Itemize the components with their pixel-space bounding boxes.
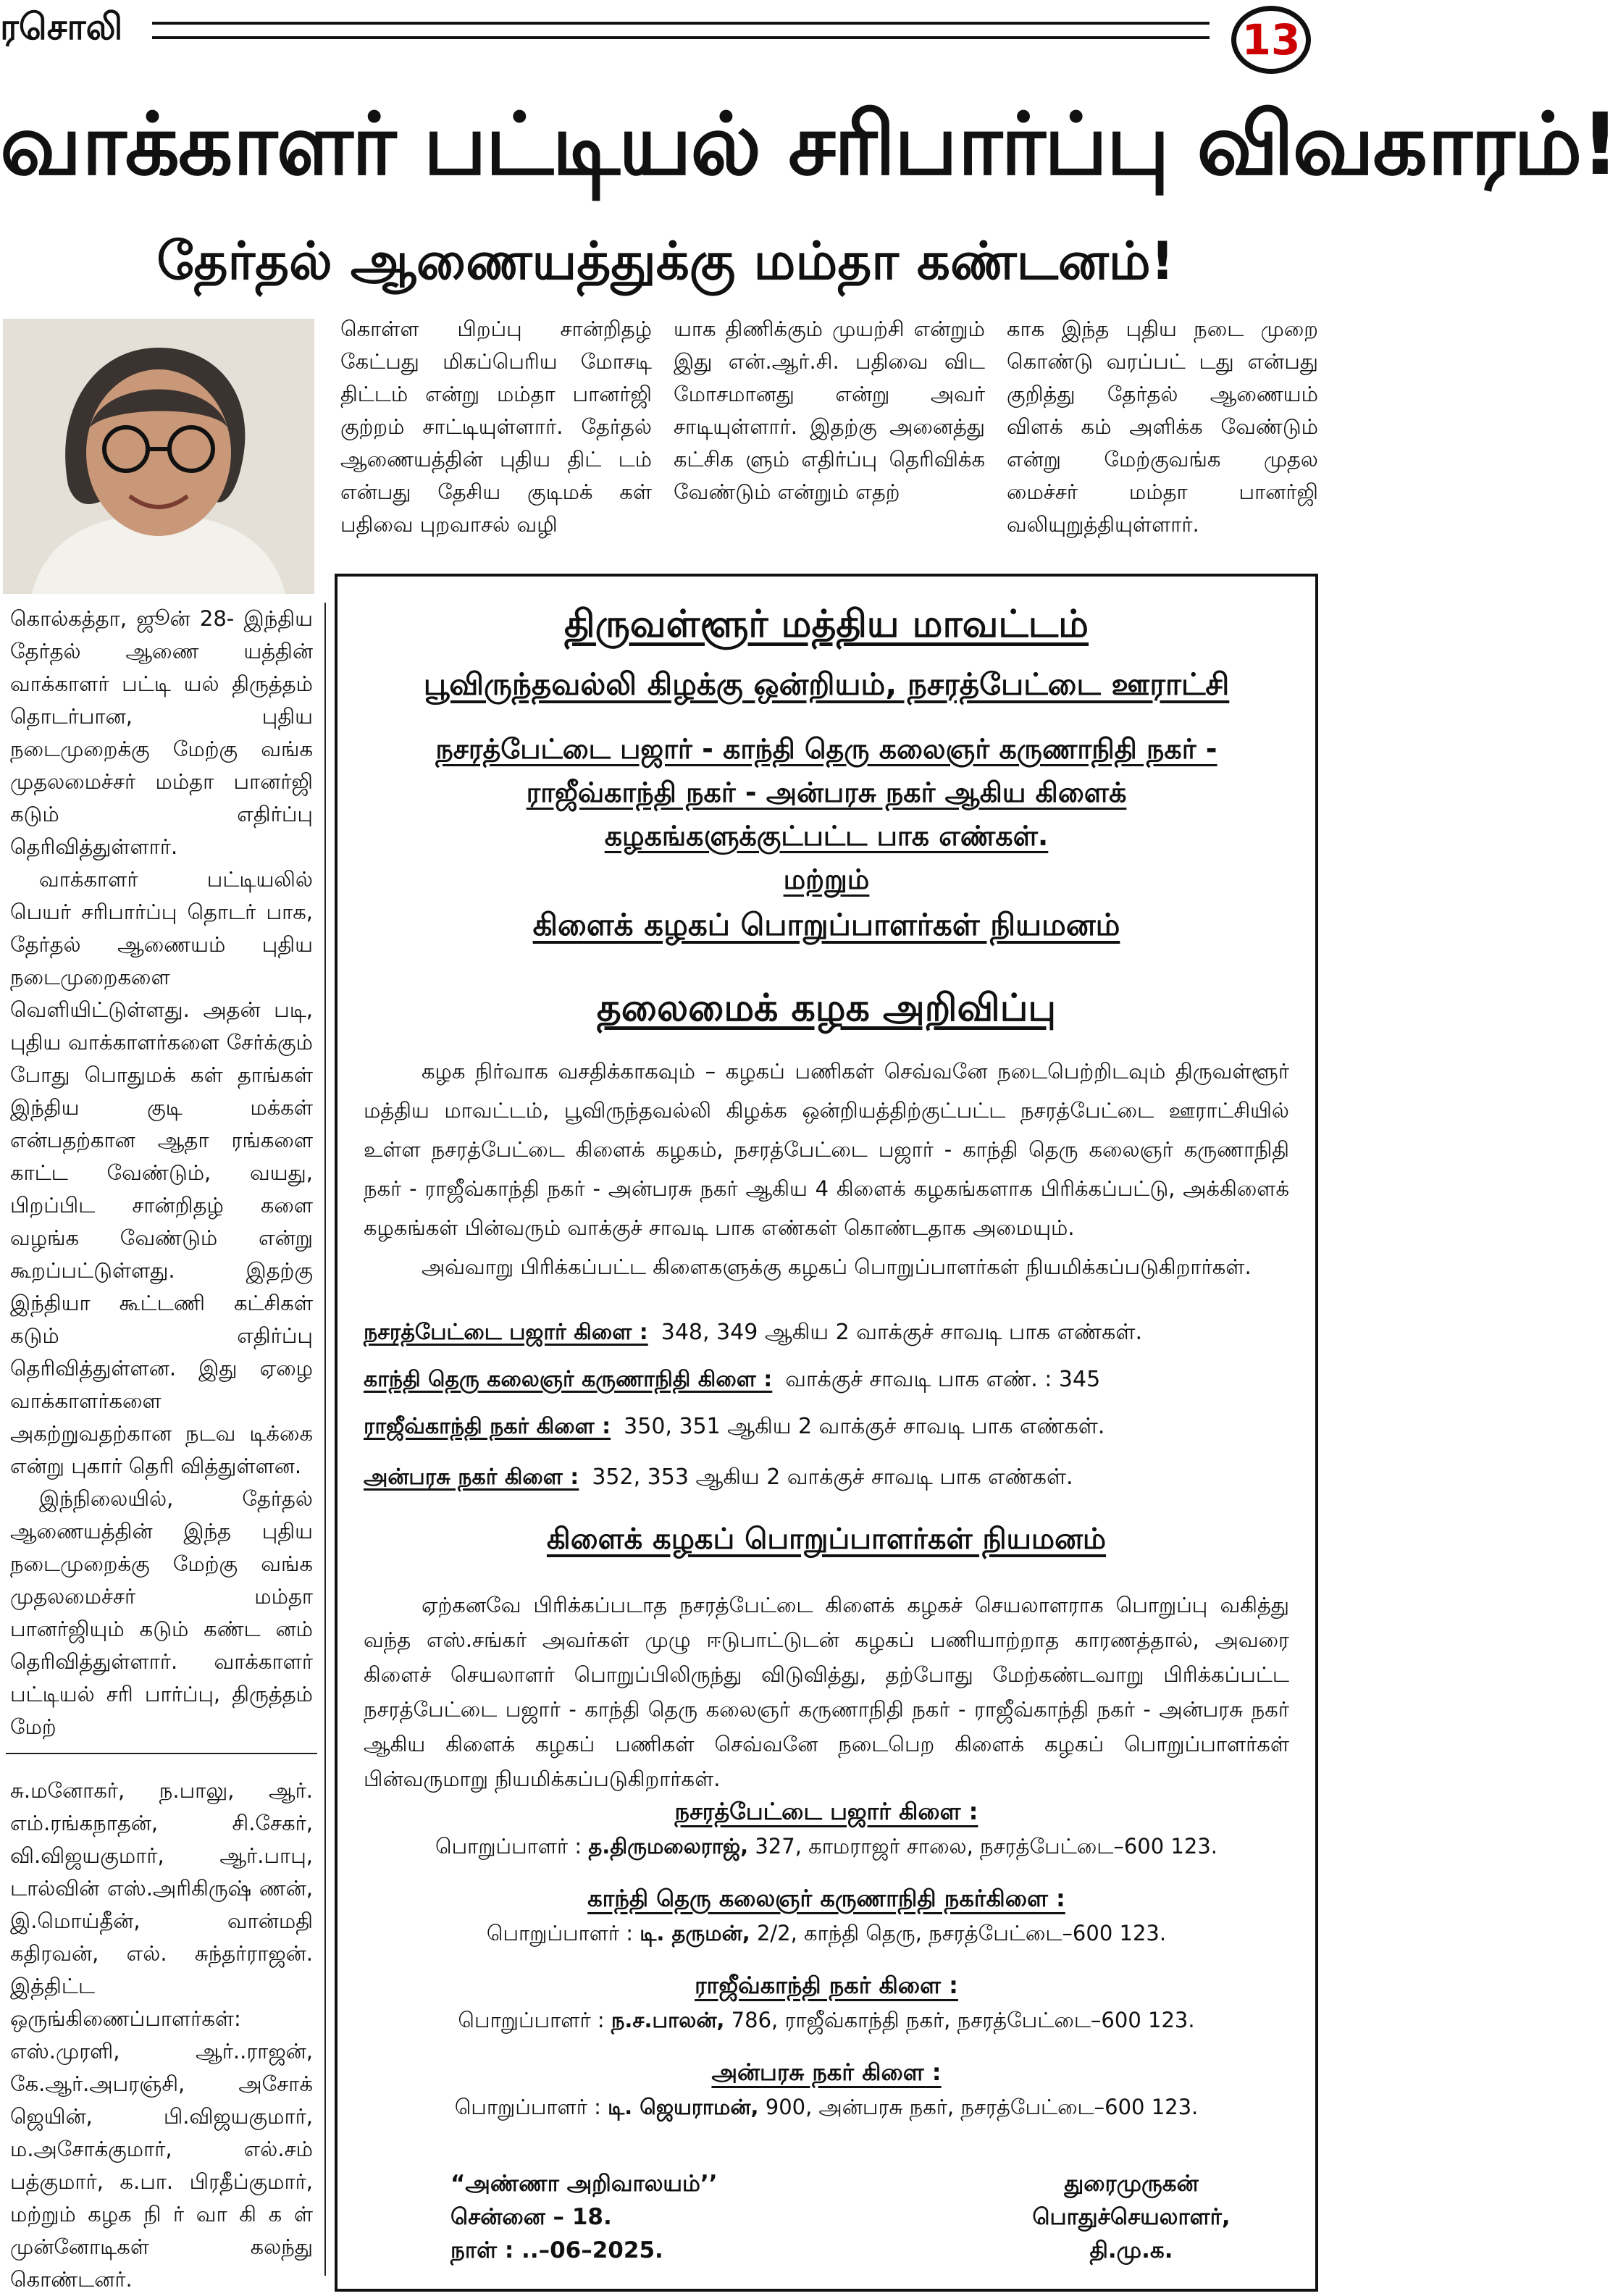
signature-signatory [1008,2167,1254,2267]
booth-branch: ராஜீவ்காந்தி நகர் கிளை : [364,1414,611,1439]
booth-row [364,1367,1289,1395]
signature-right-line: பொதுச்செயலாளர், [1032,2204,1231,2230]
headline: வாக்காளர் பட்டியல் சரிபார்ப்பு விவகாரம்! [0,94,1618,194]
booth-row [364,1465,1289,1493]
responsible-label: பொறுப்பாளர் : [486,1921,634,1945]
signature-left-line: நாள் : ..–06–2025. [450,2237,663,2263]
ad-union: பூவிருந்தவல்லி கிழக்கு ஒன்றியம், நசரத்பேட்டை ஊராட்சி [423,666,1230,702]
booth-detail: 352, 353 ஆகிய 2 வாக்குச் சாவடி பாக எண்கள். [592,1465,1073,1490]
responsible-name: த.திருமலைராஜ், [588,1834,749,1859]
ad-and: மற்றும் [783,863,870,895]
signature-left-line: சென்னை – 18. [450,2204,612,2230]
ad-intro [364,1052,1289,1286]
top-column-1-text: கொள்ள பிறப்பு சான்றிதழ் கேட்பது மிகப்பெரிய மோசடி திட்டம் என்று மம்தா பானர்ஜி குற்றம் சாட்டியுள்ளார். தேர்தல் ஆணையத்தின் புதிய திட் டம் என்பது தேசிய குடிமக் கள் பதிவை புறவாசல் வழி [340,317,652,537]
top-column-1 [340,313,652,552]
booth-detail: 348, 349 ஆகிய 2 வாக்குச் சாவடி பாக எண்கள். [661,1320,1142,1345]
responsible-line [335,2008,1318,2035]
booth-branch: காந்தி தெரு கலைஞர் கருணாநிதி கிளை : [364,1367,773,1392]
ad-branches-line-2: ராஜீவ்காந்தி நகர் - அன்பரசு நகர் ஆகிய கிளைக் [526,776,1127,808]
ad-branches-line-1: நசரத்பேட்டை பஜார் - காந்தி தெரு கலைஞர் கருணாநிதி நகர் - [435,733,1217,765]
booth-row [364,1320,1289,1348]
ad-appointment [364,1588,1289,1796]
booth-detail: 350, 351 ஆகிய 2 வாக்குச் சாவடி பாக எண்கள். [624,1414,1105,1439]
responsible-branch: ராஜீவ்காந்தி நகர் கிளை : [695,1972,958,1999]
responsible-name: டி. தருமன், [640,1921,750,1945]
ad-appointment-heading: கிளைக் கழகப் பொறுப்பாளர்கள் நியமனம் [532,907,1120,942]
signature-right-line: தி.மு.க. [1089,2237,1173,2263]
ad-appointment-title: கிளைக் கழகப் பொறுப்பாளர்கள் நியமனம் [546,1522,1107,1556]
responsible-name: டி. ஜெயராமன், [608,2095,759,2119]
signature-left-line: “அண்ணா அறிவாலயம்’’ [450,2171,718,2197]
left-column-para-1: கொல்கத்தா, ஜூன் 28- இந்திய தேர்தல் ஆணை யத்தின் வாக்காளர் பட்டி யல் திருத்தம் தொடர்பான, புதிய நடைமுறைக்கு மேற்கு வங்க முதலமைச்சர் மம்தா பானர்ஜி கடும் எதிர்ப்பு தெரிவித்துள்ளார். [10,606,313,859]
masthead-rule [152,22,1210,39]
signature-right-line: துரைமுருகன் [1064,2171,1199,2197]
page-number: 13 [1231,6,1311,74]
booth-branch: அன்பரசு நகர் கிளை : [364,1465,579,1490]
top-column-3 [1007,313,1318,552]
responsible-branch: காந்தி தெரு கலைஞர் கருணாநிதி நகர்கிளை : [587,1885,1065,1912]
ad-intro2-text: அவ்வாறு பிரிக்கப்பட்ட கிளைகளுக்கு கழகப் பொறுப்பாளர்கள் நியமிக்கப்படுகிறார்கள். [422,1254,1252,1279]
ad-intro-text: கழக நிர்வாக வசதிக்காகவும் – கழகப் பணிகள் செவ்வனே நடைபெற்றிடவும் திருவள்ளூர் மத்திய மாவட்டம், பூவிருந்தவல்லி கிழக்க ஒன்றியத்திற்குட்பட்ட நசரத்பேட்டை ஊராட்சியில் உள்ள நசரத்பேட்டை கிளைக் கழகம், நசரத்பேட்டை பஜார் - காந்தி தெரு கலைஞர் கருணாநிதி நகர் - ராஜீவ்காந்தி நகர் - அன்பரசு நகர் ஆகிய 4 கிளைக் கழகங்களாக பிரிக்கப்பட்டு, அக்கிளைக் கழகங்கள் பின்வரும் வாக்குச் சாவடி பாக எண்கள் கொண்டதாக அமையும். [364,1059,1289,1240]
left-column [10,603,313,1739]
responsible-label: பொறுப்பாளர் : [435,1834,582,1859]
top-column-2 [674,313,985,552]
left-column-rule [6,1753,317,1754]
column-divider [324,603,326,2276]
responsible-label: பொறுப்பாளர் : [458,2008,605,2032]
responsible-address: 2/2, காந்தி தெரு, நசரத்பேட்டை–600 123. [756,1921,1167,1945]
top-column-2-text: யாக திணிக்கும் முயற்சி என்றும் இது என்.ஆர்.சி. பதிவை விட மோசமானது என்று அவர் சாடியுள்ளார். இதற்கு அனைத்து கட்சிக ளும் எதிர்ப்பு தெரிவிக்க வேண்டும் என்றும் எதற் [674,317,985,504]
responsible-address: 900, அன்பரசு நகர், நசரத்பேட்டை–600 123. [765,2095,1199,2119]
booth-branch: நசரத்பேட்டை பஜார் கிளை : [364,1320,648,1345]
responsible-line [335,2095,1318,2122]
masthead-name: ரசொலி [0,6,123,48]
booth-row [364,1414,1289,1442]
responsible-address: 786, ராஜீவ்காந்தி நகர், நசரத்பேட்டை–600 123. [731,2008,1195,2032]
top-column-3-text: காக இந்த புதிய நடை முறை கொண்டு வரப்பட் டது என்பது குறித்து தேர்தல் ஆணையம் விளக் கம் அளிக்க வேண்டும் என்று மேற்குவங்க முதல மைச்சர் மம்தா பானர்ஜி வலியுறுத்தியுள்ளார். [1007,317,1318,537]
left-column-para-2: வாக்காளர் பட்டியலில் பெயர் சரிபார்ப்பு தொடர் பாக, தேர்தல் ஆணையம் புதிய நடைமுறைகளை வெளியிட்டுள்ளது. அதன் படி, புதிய வாக்காளர்களை சேர்க்கும் போது பொதுமக் கள் தாங்கள் இந்திய குடி மக்கள் என்பதற்கான ஆதா ரங்களை காட்ட வேண்டும், வயது, பிறப்பிட சான்றிதழ் களை வழங்க வேண்டும் என்று கூறப்பட்டுள்ளது. இதற்கு இந்தியா கூட்டணி கட்சிகள் கடும் எதிர்ப்பு தெரிவித்துள்ளன. இது ஏழை வாக்காளர்களை அகற்றுவதற்கான நடவ டிக்கை என்று புகார் தெரி வித்துள்ளன. [10,867,313,1478]
signature-place-date [450,2167,718,2267]
ad-branches-line-3: கழகங்களுக்குட்பட்ட பாக எண்கள். [604,820,1049,852]
bottom-left-text: சு.மனோகர், ந.பாலு, ஆர். எம்.ரங்கநாதன், சி.சேகர், வி.விஜயகுமார், ஆர்.பாபு, டால்வின் எஸ்.அரிகிருஷ் ணன், இ.மொய்தீன், வான்மதி கதிரவன், எல். சுந்தர்ராஜன். இத்திட்ட ஒருங்கிணைப்பாளர்கள்: எஸ்.முரளி, ஆர்..ராஜன், கே.ஆர்.அபரஞ்சி, அசோக் ஜெயின், பி.விஜயகுமார், ம.அசோக்குமார், எல்.சம் பத்குமார், க.பா. பிரதீப்குமார், மற்றும் கழக நி ர் வா கி க ள் முன்னோடிகள் கலந்து கொண்டனர். [10,1778,313,2292]
left-column-para-3: இந்நிலையில், தேர்தல் ஆணையத்தின் இந்த புதிய நடைமுறைக்கு மேற்கு வங்க முதலமைச்சர் மம்தா பானர்ஜியும் கடும் கண்ட னம் தெரிவித்துள்ளார். வாக்காளர் பட்டியல் சரி பார்ப்பு, திருத்தம் மேற் [10,1486,313,1739]
responsible-line [335,1834,1318,1861]
booth-detail: வாக்குச் சாவடி பாக எண். : 345 [785,1367,1101,1392]
responsible-branch: அன்பரசு நகர் கிளை : [711,2058,942,2086]
responsible-name: ந.ச.பாலன், [611,2008,725,2032]
bottom-left-column [10,1775,313,2292]
subheadline: தேர்தல் ஆணையத்துக்கு மம்தா கண்டனம்! [156,230,1175,291]
responsible-address: 327, காமராஜர் சாலை, நசரத்பேட்டை–600 123. [755,1834,1217,1859]
ad-appointment-text: ஏற்கனவே பிரிக்கப்படாத நசரத்பேட்டை கிளைக் கழகச் செயலாளராக பொறுப்பு வகித்து வந்த எஸ்.சங்கர் அவர்கள் முழு ஈடுபாட்டுடன் கழகப் பணியாற்றாத காரணத்தால், அவரை கிளைச் செயலாளர் பொறுப்பிலிருந்து விடுவித்து, தற்போது மேற்கண்டவாறு பிரிக்கப்பட்ட நசரத்பேட்டை பஜார் - காந்தி தெரு கலைஞர் கருணாநிதி நகர் - ராஜீவ்காந்தி நகர் - அன்பரசு நகர் ஆகிய கிளைக் கழகப் பணிகள் செவ்வனே நடைபெற கிளைக் கழகப் பொறுப்பாளர்கள் பின்வருமாறு நியமிக்கப்படுகிறார்கள். [364,1593,1289,1791]
portrait-photo [3,319,314,594]
responsible-label: பொறுப்பாளர் : [454,2095,601,2119]
ad-district: திருவள்ளூர் மத்திய மாவட்டம் [563,603,1089,646]
ad-announcement: தலைமைக் கழக அறிவிப்பு [596,986,1057,1030]
responsible-branch: நசரத்பேட்டை பஜார் கிளை : [674,1798,978,1825]
responsible-line [335,1921,1318,1948]
